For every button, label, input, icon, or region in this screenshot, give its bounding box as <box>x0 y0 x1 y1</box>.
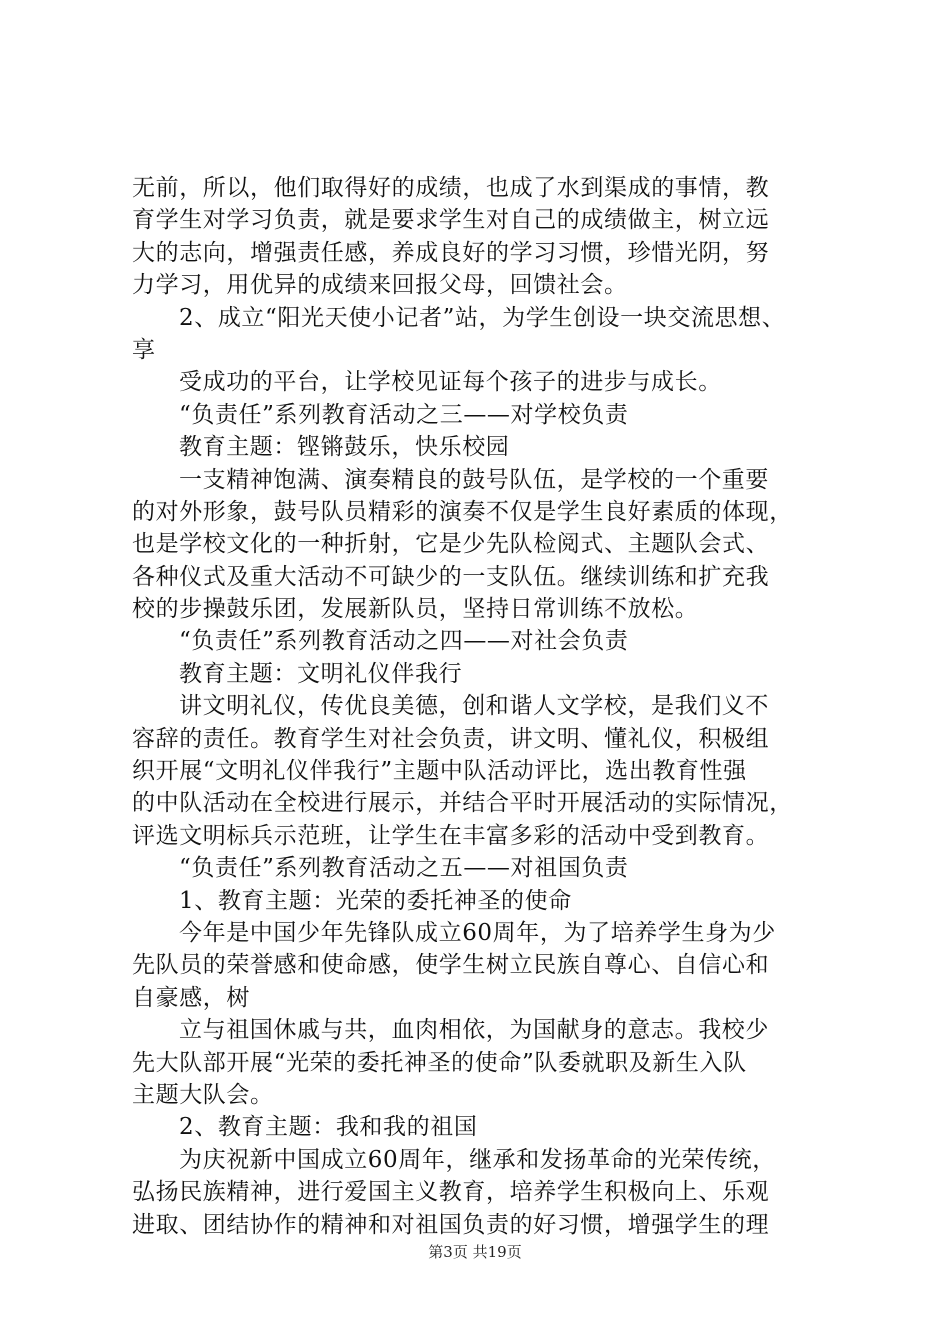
text-line: 织开展“文明礼仪伴我行”主题中队活动评比，选出教育性强 <box>132 758 747 785</box>
text-line: 立与祖国休戚与共，血肉相依，为国献身的意志。我校少 <box>179 1017 769 1044</box>
text-line: 享 <box>132 336 156 363</box>
text-line: 各种仪式及重大活动不可缺少的一支队伍。继续训练和扩充我 <box>132 563 770 590</box>
text-line: “负责任”系列教育活动之五——对祖国负责 <box>179 855 629 882</box>
body-text <box>132 172 837 1241</box>
text-line: 自豪感，树 <box>132 984 250 1011</box>
text-line: 无前，所以，他们取得好的成绩，也成了水到渠成的事情，教 <box>132 175 770 201</box>
text-line: 育学生对学习负责，就是要求学生对自己的成绩做主，树立远 <box>132 207 770 234</box>
text-line: 1、教育主题：光荣的委托神圣的使命 <box>179 887 572 914</box>
text-line: 进取、团结协作的精神和对祖国负责的好习惯，增强学生的理 <box>132 1211 770 1238</box>
text-line: 为庆祝新中国成立60周年，继承和发扬革命的光荣传统， <box>179 1146 776 1173</box>
text-line: 教育主题：铿锵鼓乐，快乐校园 <box>179 434 510 461</box>
text-line: 也是学校文化的一种折射，它是少先队检阅式、主题队会式、 <box>132 531 770 558</box>
text-line: 教育主题：文明礼仪伴我行 <box>179 660 463 687</box>
text-line: 今年是中国少年先锋队成立60周年，为了培养学生身为少 <box>179 919 776 946</box>
page-footer: 第3页 共19页 <box>428 1243 522 1261</box>
text-line: 容辞的责任。教育学生对社会负责，讲文明、懂礼仪，积极组 <box>132 725 770 752</box>
text-line: 一支精神饱满、演奏精良的鼓号队伍，是学校的一个重要 <box>179 466 769 493</box>
text-line: 先队员的荣誉感和使命感，使学生树立民族自尊心、自信心和 <box>132 952 770 979</box>
text-line: 2、成立“阳光天使小记者”站，为学生创设一块交流思想、 <box>179 304 786 331</box>
text-line: “负责任”系列教育活动之三——对学校负责 <box>179 401 629 428</box>
text-line: 主题大队会。 <box>132 1081 274 1108</box>
text-line: “负责任”系列教育活动之四——对社会负责 <box>179 628 629 655</box>
text-line: 先大队部开展“光荣的委托神圣的使命”队委就职及新生入队 <box>132 1049 747 1076</box>
text-line: 讲文明礼仪，传优良美德，创和谐人文学校，是我们义不 <box>179 693 769 720</box>
text-line: 校的步操鼓乐团，发展新队员，坚持日常训练不放松。 <box>132 596 699 623</box>
text-line: 2、教育主题：我和我的祖国 <box>179 1114 478 1141</box>
text-line: 的对外形象，鼓号队员精彩的演奏不仅是学生良好素质的体现， <box>132 498 793 525</box>
text-line: 弘扬民族精神，进行爱国主义教育，培养学生积极向上、乐观 <box>132 1179 770 1206</box>
text-line: 力学习，用优异的成绩来回报父母，回馈社会。 <box>132 272 628 299</box>
text-line: 的中队活动在全校进行展示，并结合平时开展活动的实际情况， <box>132 790 793 817</box>
text-line: 评选文明标兵示范班，让学生在丰富多彩的活动中受到教育。 <box>132 822 770 849</box>
text-line: 受成功的平台，让学校见证每个孩子的进步与成长。 <box>179 369 722 396</box>
text-line: 大的志向，增强责任感，养成良好的学习习惯，珍惜光阴，努 <box>132 239 770 266</box>
